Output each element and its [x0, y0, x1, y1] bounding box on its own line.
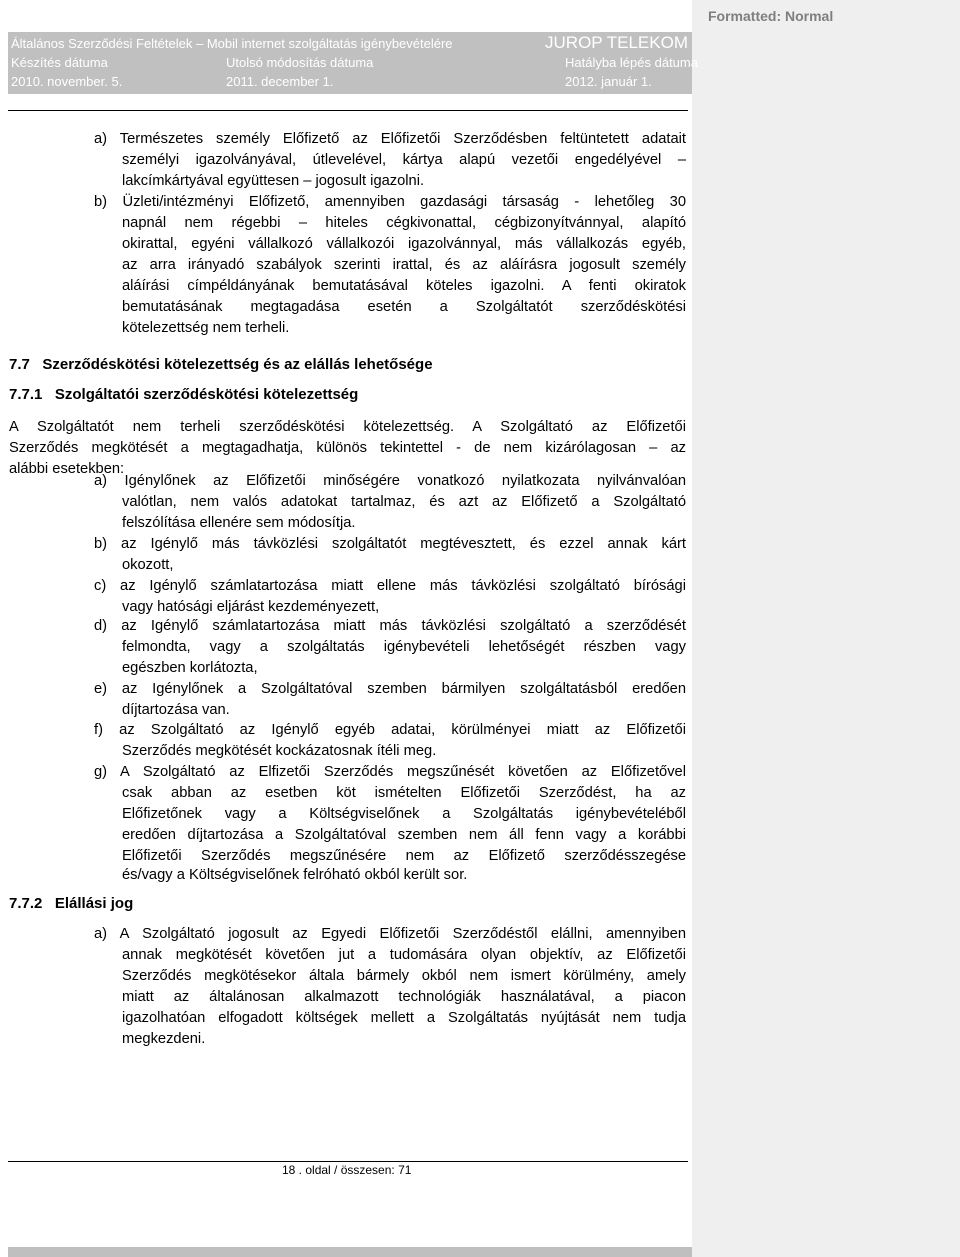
text-line: annak megkötését követően jut a tudomására olyan objektív, az Előfizetői	[122, 947, 686, 963]
text-line: napnál nem régebbi – hiteles cégkivonattal, cégbizonyítvánnyal, alapító	[122, 215, 686, 231]
text-line: és/vagy a Költségviselőnek felróható okból került sor.	[122, 867, 468, 883]
modified-date: 2011. december 1.	[226, 74, 334, 89]
text-line: a) Igénylőnek az Előfizetői minőségére vonatkozó nyilatkozata nyilvánvalóan	[94, 473, 686, 489]
text-line: d) az Igénylő számlatartozása miatt más távközlési szolgáltató a szerződését	[94, 618, 686, 634]
text-line: b) az Igénylő más távközlési szolgáltatót megtévesztett, és ezzel annak kárt	[94, 536, 686, 552]
text-line: valótlan, nem valós adatokat tartalmaz, és azt az Előfizető a Szolgáltató	[122, 494, 686, 510]
text-line: Szerződés megkötését a megtagadhatja, különös tekintettel - de nem kizárólagosan – az	[9, 440, 686, 456]
text-line: miatt az általánosan alkalmazott technológiák használatával, a piacon	[122, 989, 686, 1005]
text-line: megkezdeni.	[122, 1031, 206, 1047]
text-line: lakcímkártyával együttesen – jogosult igazolni.	[122, 173, 425, 189]
section-heading-7-7-1: 7.7.1 Szolgáltatói szerződéskötési kötelezettség	[9, 386, 359, 403]
text-line: vagy hatósági eljárást kezdeményezett,	[122, 599, 380, 615]
text-line: személyi igazolványával, útlevelével, kártya alapú vezetői engedélyével –	[122, 152, 686, 168]
text-line: Előfizetői Szerződés megszűnésére nem az Előfizető szerződésszegése	[122, 848, 686, 864]
text-line: a) A Szolgáltató jogosult az Egyedi Előfizetői Szerződéstől elállni, amennyiben	[94, 926, 686, 942]
text-line: Szerződés megkötését kockázatosnak ítéli meg.	[122, 743, 437, 759]
text-line: igazolhatóan elfogadott költségek mellett a Szolgáltatás nyújtását nem tudja	[122, 1010, 686, 1026]
text-line: alábbi esetekben:	[9, 461, 125, 477]
created-label: Készítés dátuma	[11, 55, 108, 70]
doc-title: Általános Szerződési Feltételek – Mobil internet szolgáltatás igénybevételére	[11, 36, 453, 51]
effective-label: Hatályba lépés dátuma	[565, 55, 698, 70]
text-line: felmondta, vagy a szolgáltatás igénybevételi lehetőségét részben vagy	[122, 639, 686, 655]
formatting-note: Formatted: Normal	[708, 8, 834, 24]
text-line: b) Üzleti/intézményi Előfizető, amennyiben gazdasági társaság - lehetőleg 30	[94, 194, 686, 210]
text-line: Előfizetőnek vagy a Költségviselőnek a Szolgáltatás igénybevételéből	[122, 806, 686, 822]
text-line: eredően díjtartozása a Szolgáltatóval szemben nem áll fenn vagy a korábbi	[122, 827, 686, 843]
text-line: csak abban az esetben köt ismételten Előfizetői Szerződést, ha az	[122, 785, 686, 801]
text-line: kötelezettség nem terheli.	[122, 320, 290, 336]
text-line: felszólítása ellenére sem módosítja.	[122, 515, 356, 531]
document-header	[8, 32, 698, 94]
section-heading-7-7: 7.7 Szerződéskötési kötelezettség és az elállás lehetősége	[9, 356, 433, 373]
effective-date: 2012. január 1.	[565, 74, 652, 89]
text-line: g) A Szolgáltató az Elfizetői Szerződés megszűnését követően az Előfizetővel	[94, 764, 686, 780]
text-line: c) az Igénylő számlatartozása miatt ellene más távközlési szolgáltató bírósági	[94, 578, 686, 594]
text-line: f) az Szolgáltató az Igénylő egyéb adatai, körülményei miatt az Előfizetői	[94, 722, 686, 738]
text-line: az arra irányadó szabályok szerinti irattal, és az aláírásra jogosult személy	[122, 257, 686, 273]
text-line: okirattal, egyéni vállalkozó vállalkozói igazolvánnyal, más vállalkozás egyéb,	[122, 236, 686, 252]
bottom-bar	[8, 1247, 692, 1257]
text-line: díjtartozása van.	[122, 702, 230, 718]
footer-rule	[8, 1161, 688, 1162]
text-line: A Szolgáltatót nem terheli szerződéskötési kötelezettség. A Szolgáltató az Előfizetői	[9, 419, 686, 435]
company-name: JUROP TELEKOM	[545, 33, 688, 52]
text-line: a) Természetes személy Előfizető az Előfizetői Szerződésben feltüntetett adatait	[94, 131, 686, 147]
text-line: okozott,	[122, 557, 174, 573]
section-heading-7-7-2: 7.7.2 Elállási jog	[9, 895, 134, 912]
text-line: egészben korlátozta,	[122, 660, 258, 676]
text-line: bemutatásának megtagadása esetén a Szolgáltatót szerződéskötési	[122, 299, 686, 315]
page-number: 18 . oldal / összesen: 71	[282, 1163, 412, 1177]
text-line: aláírási címpéldányának bemutatásával köteles igazolni. A fenti okiratok	[122, 278, 686, 294]
text-line: Szerződés megkötésekor általa bármely okból nem ismert körülmény, amely	[122, 968, 686, 984]
modified-label: Utolsó módosítás dátuma	[226, 55, 374, 70]
created-date: 2010. november. 5.	[11, 74, 123, 89]
header-rule	[8, 110, 688, 111]
text-line: e) az Igénylőnek a Szolgáltatóval szemben bármilyen szolgáltatásból eredően	[94, 681, 686, 697]
comment-sidebar	[692, 0, 960, 1257]
